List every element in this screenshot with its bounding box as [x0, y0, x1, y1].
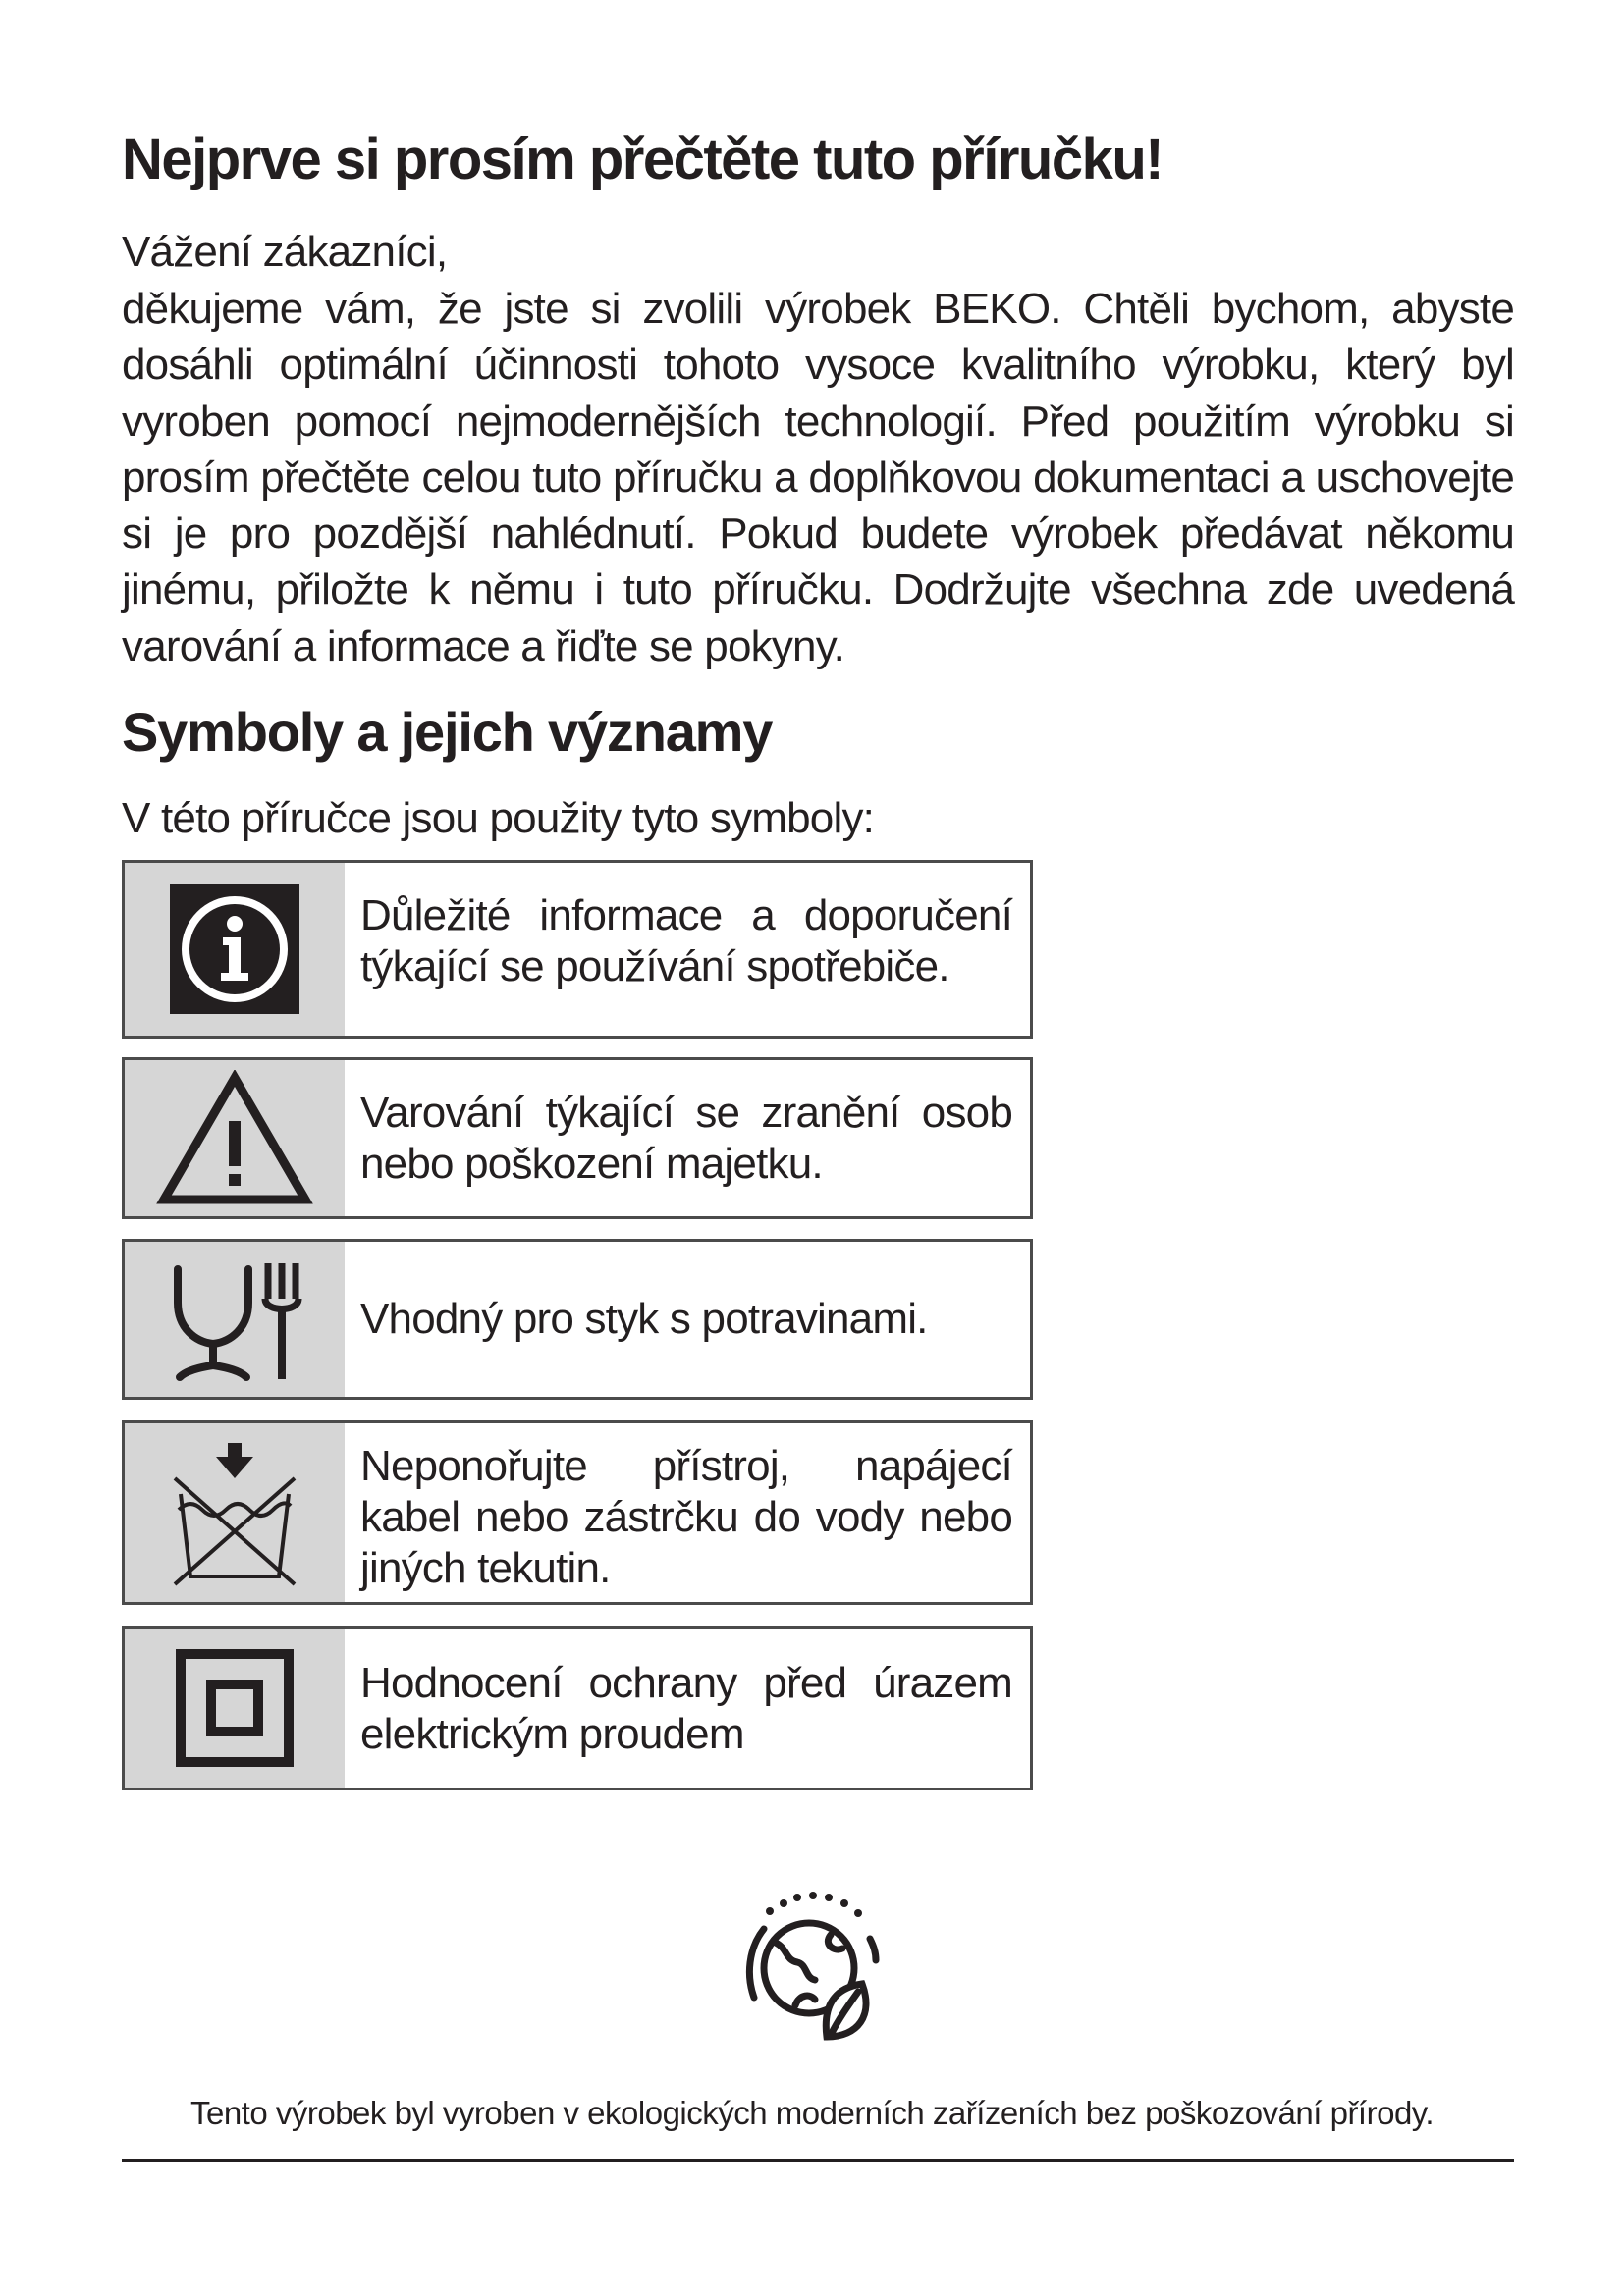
double-insulation-icon: [125, 1629, 345, 1788]
symbol-text-food-contact-label: Vhodný pro styk s potravinami.: [360, 1295, 928, 1343]
symbol-row-double-insulation: [122, 1626, 1033, 1790]
symbols-lead: V této příručce jsou použity tyto symboly:: [122, 794, 875, 842]
symbol-row-info: [122, 860, 1033, 1039]
intro-paragraph: děkujeme vám, že jste si zvolili výrobek BEKO. Chtěli bychom, abyste dosáhli optimální účinnosti tohoto vysoce kvalitního výrobku, který byl vyroben pomocí nejmodernějších technologií. Před použitím výrobku si prosím přečtěte celou tuto příručku a doplňkovou dokumentaci a uschovejte si je pro pozdější nahlédnutí. Pokud budete výrobek předávat někomu jinému, přiložte k němu i tuto příručku. Dodržujte všechna zde uvedená varování a informace a řiďte se pokyny.: [122, 285, 1514, 670]
symbol-text-no-immersion: Neponořujte přístroj, napájecí kabel nebo zástrčku do vody nebo jiných tekutin.: [360, 1442, 1012, 1592]
symbol-text-warning: Varování týkající se zranění osob nebo poškození majetku.: [360, 1089, 1012, 1188]
info-icon: [125, 863, 345, 1036]
eco-globe-leaf-icon: [736, 1890, 903, 2056]
symbol-text-food-contact: [345, 1242, 1030, 1397]
symbol-row-no-immersion: [122, 1420, 1033, 1605]
warning-icon: [125, 1060, 345, 1216]
symbol-text-double-insulation: Hodnocení ochrany před úrazem elektrickým proudem: [360, 1659, 1012, 1758]
food-contact-icon: [125, 1242, 345, 1397]
bottom-rule: [122, 2159, 1514, 2162]
symbol-text-info: Důležité informace a doporučení týkající se používání spotřebiče.: [360, 891, 1012, 990]
no-immersion-icon: [125, 1423, 345, 1602]
salutation: Vážení zákazníci,: [122, 228, 448, 276]
page-title: Nejprve si prosím přečtěte tuto příručku!: [122, 128, 1164, 191]
symbols-heading: Symboly a jejich významy: [122, 701, 773, 763]
symbol-row-warning: [122, 1057, 1033, 1219]
eco-footnote: Tento výrobek byl vyroben v ekologických moderních zařízeních bez poškozování přírody.: [189, 2095, 1435, 2131]
symbol-row-food-contact: [122, 1239, 1033, 1400]
